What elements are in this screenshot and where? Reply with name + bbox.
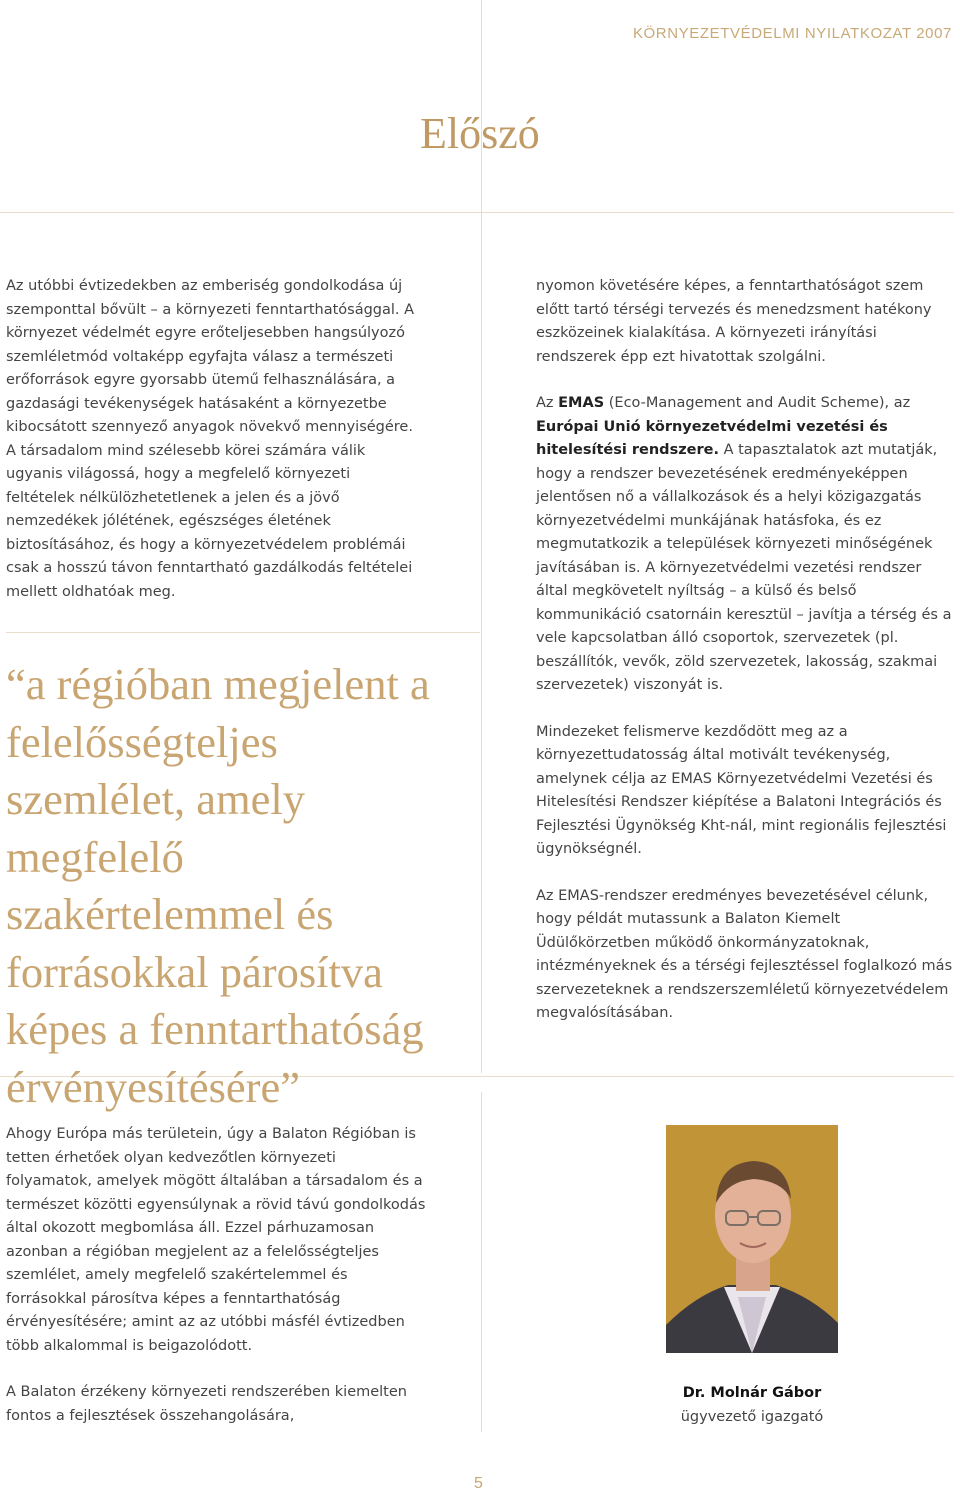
- right-paragraph-1: nyomon követésére képes, a fenntarthatóságot szem előtt tartó térségi tervezés és menedzsment hatékony eszközeinek kialakítása. A környezeti irányítási rendszerek épp ezt hivatottak szolgálni.: [536, 278, 932, 365]
- portrait-illustration: [666, 1125, 838, 1353]
- pull-quote: “a régióban megjelent a felelősségteljes szemlélet, amely megfelelő szakértelemmel és forrásokkal párosítva képes a fenntarthatóság érvényesítésére”: [6, 659, 430, 1112]
- intro-paragraph: [6, 275, 422, 604]
- emas-intro-text: Az: [536, 395, 559, 411]
- director-portrait: [666, 1125, 838, 1353]
- intro-part-1: Az utóbbi évtizedekben az emberiség gondolkodása új szemponttal bővült – a környezeti fenntarthatósággal. A környezet védelmét egyre erőteljesebben hangsúlyozó szemléletmód voltaképp egyfajta válasz a természeti erőforrások egyre gyorsabb ütemű felhasználására, a gazdasági tevékenységek hatásaként a környezetbe kibocsátott szennyező anyagok növekvő mennyiségére.: [6, 278, 415, 435]
- signatory-name: Dr. Molnár Gábor: [682, 1385, 822, 1401]
- quote-rule: [6, 632, 480, 633]
- right-paragraph-3: Mindezeket felismerve kezdődött meg az a környezettudatosság által motivált tevékenység, amelynek célja az EMAS Környezetvédelmi Vezetési és Hitelesítési Rendszer kiépítése a Balatoni Integrációs és Fejlesztési Ügynökség Kht-nál, mint regionális fejlesztési ügynökségnél.: [536, 723, 947, 857]
- emas-benefits-text: A tapasztalatok azt mutatják, hogy a rendszer bevezetésének eredményeképpen jelentősen nő a vállalkozások és a helyi közigazgatás környezetvédelmi munkájának hatásfoka, és ez megmutatkozik a települések környezeti minőségének javításában is. A környezetvédelmi vezetési rendszer által megkövetelt nyíltság – a külső és belső kommunikáció csatornáin keresztül – javítja a térség és a vele kapcsolatban álló csoportok, szervezetek (pl. beszállítók, vevők, zöld szervezetek, lakosság, szakmai szervezetek) viszonyát is.: [536, 442, 952, 693]
- signature-block: [612, 1382, 892, 1429]
- bottom-divider: [481, 1092, 482, 1432]
- emas-acronym: EMAS: [558, 395, 605, 411]
- bottom-paragraph-2: A Balaton érzékeny környezeti rendszerében kiemelten fontos a fejlesztések összehangolására,: [6, 1384, 407, 1424]
- running-header: KÖRNYEZETVÉDELMI NYILATKOZAT 2007: [632, 25, 952, 42]
- column-divider: [481, 213, 482, 1073]
- intro-part-2: A társadalom mind szélesebb körei számára válik ugyanis világossá, hogy a megfelelő környezeti feltételek nélkülözhetetlenek a jelen és a jövő nemzedékek jólétének, egészséges életének biztosításához, és hogy a környezetvédelem problémái csak a hosszú távon fenntartható gazdálkodás feltételei mellett oldhatóak meg.: [6, 442, 413, 600]
- page-number: 5: [474, 1475, 483, 1492]
- header-rule: [0, 212, 954, 213]
- left-column: [6, 275, 422, 604]
- right-paragraph-4: Az EMAS-rendszer eredményes bevezetésével célunk, hogy példát mutassunk a Balaton Kiemelt Üdülőkörzetben működő önkormányzatoknak, intézményeknek és a térségi fejlesztéssel foglalkozó más szervezeteknek a rendszerszemléletű környezetvédelem megvalósításában.: [536, 887, 953, 1021]
- bottom-paragraph-1: Ahogy Európa más területein, úgy a Balaton Régióban is tetten érhetőek olyan kedvezőtlen környezeti folyamatok, amelyek mögött általában a társadalom és a természet közötti egyensúlynak a rövid távú gondolkodás által okozott megbomlása áll. Ezzel párhuzamosan azonban a régióban megjelent az a felelősségteljes szemlélet, amely megfelelő szakértelemmel és forrásokkal párosítva képes a fenntarthatóság érvényesítésére; amint az az utóbbi másfél évtizedben több alkalommal is beigazolódott.: [6, 1126, 426, 1354]
- header-divider-vertical: [481, 0, 482, 213]
- emas-definition: Európai Unió környezetvédelmi vezetési és hitelesítési rendszere.: [536, 418, 888, 458]
- right-column: [536, 275, 956, 1026]
- signatory-role: ügyvezető igazgató: [680, 1408, 824, 1425]
- emas-expansion: (Eco-Management and Audit Scheme), az: [604, 395, 911, 411]
- right-paragraph-2: [536, 392, 956, 698]
- page-title: Előszó: [420, 109, 540, 158]
- bottom-left-column: [6, 1123, 426, 1428]
